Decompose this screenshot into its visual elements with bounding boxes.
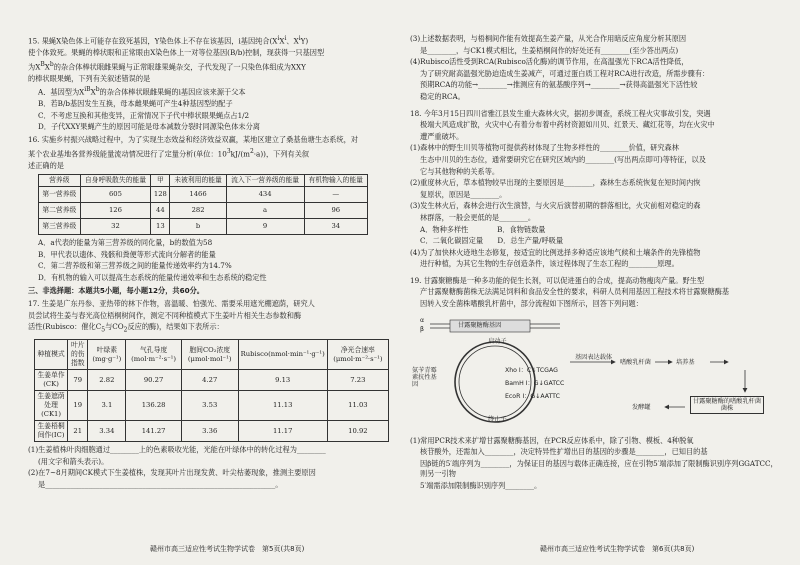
xhoi-site-label: Xho I：C↓TCGAG: [505, 366, 558, 374]
page-footer-left: 赣州市高三适应性考试生物学试卷 第5页(共8页): [150, 545, 305, 553]
expression-vector-label: 基因表达载体: [575, 353, 613, 361]
table-header-row: [35, 340, 389, 370]
table-row: [35, 370, 389, 391]
table-cell: 3.1: [88, 391, 126, 421]
q18-line: 18. 今年3月15日四川省雅江县发生重大森林火灾，据初步调查，系统工程火灾事故引发，突遇: [410, 108, 711, 118]
table-cell: 19: [68, 391, 88, 421]
table-cell: 2.82: [88, 370, 126, 391]
table-cell: 11.13: [238, 391, 327, 421]
table-cell: 第三营养级: [39, 219, 81, 235]
beta-label: β: [420, 325, 424, 333]
q18-line: 复原状，原因是________。: [420, 189, 507, 199]
table-header-row: [39, 175, 368, 187]
gene-label: 甘露聚糖酶基因: [458, 321, 502, 329]
q17-line: 17. 生姜是广东丹参、亚热带的林下作物，喜温暖、怕强光、需要采用遮光棚遮荫，研究人: [28, 299, 315, 309]
q19-subquestion: 因β链的5′端序列为________，为保证目的基因与载体正确连接，应在引物5′端添加了限制酶识别序列GGATCC，则另一引物: [420, 458, 778, 479]
question-15: [28, 34, 398, 133]
q17-subquestion: (1)生姜植株叶肉细胞通过________上的色素吸收光能，光能在叶绿体中的转化过程为________: [28, 445, 326, 455]
table-header-cell: 叶绿素(mg·g⁻¹): [88, 340, 126, 370]
table-cell: 生姜梧桐间作(IC): [35, 421, 68, 442]
q17-subquestion: (2)在7~8月期间CK模式下生姜植株，发现其叶片出现发黄、叶尖枯萎现象，推测主要原因: [28, 468, 316, 478]
table-cell: 605: [80, 187, 151, 203]
gene-engineering-diagram: [410, 312, 778, 432]
q18-line: 遭严重破坏。: [420, 131, 464, 141]
table-row: [39, 219, 368, 235]
table-cell: 44: [151, 203, 170, 219]
q15-line: 15. 果蝇X染色体上可能存在致死基因，Y染色体上不存在该基因，i基因纯合($X^iX^i$、$X^iY$): [28, 35, 309, 46]
table-cell: 7.23: [327, 370, 388, 391]
table-cell: 434: [226, 187, 304, 203]
table-cell: 126: [80, 203, 151, 219]
q16-option-b: B．甲代表以遗体、残骸和粪便等形式流向分解者的能量: [38, 249, 216, 259]
q17-subquestion: (用文字和箭头表示)。: [38, 456, 109, 466]
resistance-gene-label: 氨苄青霉素抗性基因: [412, 366, 437, 388]
table-cell: 第一营养级: [39, 187, 81, 203]
table-header-cell: 净光合速率(μmol·m⁻²·s⁻¹): [327, 340, 388, 370]
q16-option-c: C．第二营养级和第三营养级之间的能量传递效率约为14.7%: [38, 261, 232, 271]
table-cell: 9.13: [238, 370, 327, 391]
table-cell: 3.34: [88, 421, 126, 442]
table-cell: 141.27: [126, 421, 181, 442]
q17-subquestion: 是________________________________________________________________。: [38, 480, 283, 490]
q16-line: 16. 实施乡村振兴战略过程中，为了实现生态效益和经济效益双赢，某地区建立了桑基鱼塘生态系统，对: [28, 134, 358, 144]
planting-mode-table: [34, 339, 389, 442]
question-19: [410, 276, 778, 492]
table-cell: 1466: [170, 187, 226, 203]
question-17-continued: [410, 34, 778, 103]
q18-line: (4)为了加快林火迹地生态修复，按适宜的比例选择多种适应该地气候和土壤条件的先锋植物: [410, 247, 701, 257]
q15-option-b: B．若B/b基因发生互换，母本雌果蝇可产生4种基因型的配子: [38, 99, 233, 109]
table-cell: 282: [170, 203, 226, 219]
table-cell: 79: [68, 370, 88, 391]
q17-line: 是________，与CK1模式相比，生姜梧桐间作的好处还有________(至少答出两点): [420, 45, 679, 55]
q19-subquestion: (1)常用PCR技术来扩增甘露聚糖酶基因，在PCR反应体系中，除了引物、模板、4种脱氧: [410, 435, 694, 445]
q18-option-row: A．物种多样性 B．食物链数量: [420, 224, 546, 234]
left-page: [28, 34, 398, 492]
q17-line: 稳定的RCA。: [420, 91, 465, 101]
table-cell: 96: [304, 203, 367, 219]
table-cell: 10.92: [327, 421, 388, 442]
table-row: [35, 391, 389, 421]
question-16: [28, 135, 398, 284]
table-cell: 90.27: [126, 370, 181, 391]
q18-line: 极端大风造成扩散，火灾中心有着分布着中药材资源如川贝、红景天、藏红花等，均在火灾中: [420, 120, 715, 130]
q15-line: 使个体致死。果蝇的棒状眼和正常眼由X染色体上一对等位基因(B/b)控制，现获得一只基因型: [28, 47, 325, 57]
table-header-cell: 自身呼吸散失的能量: [80, 175, 151, 187]
right-page: [410, 34, 778, 493]
q17-line: 活性(Rubisco：催化$C_5$与$CO_2$反应的酶)，结果如下表所示：: [28, 322, 224, 334]
q15-line: 的棒状眼果蝇，下列有关叙述错误的是: [28, 73, 151, 83]
table-header-cell: 种植模式: [35, 340, 68, 370]
culture-medium-label: 培养基: [676, 358, 695, 366]
q16-line: 述正确的是: [28, 160, 64, 170]
table-header-cell: 叶片的伤指数: [68, 340, 88, 370]
table-header-cell: 甲: [151, 175, 170, 187]
diagram-drawing: [410, 312, 778, 432]
table-cell: 13: [151, 219, 170, 235]
q19-subquestion: 5′端需添加限制酶识别序列________。: [420, 481, 542, 491]
q18-line: 它与其他物种的关系等。: [420, 166, 500, 176]
q18-line: 进行种植，为其它生物的生存创造条件，该过程体现了生态工程的________原理。: [420, 259, 679, 269]
q17-line: 为了研究耐高温强光胁迫造成生姜减产，可通过蛋白质工程对RCA进行改造，所需步骤有：: [420, 68, 710, 78]
table-header-cell: 营养级: [39, 175, 81, 187]
q16-option-d: D．有机物的输入可以提高生态系统的能量传递效率和生态系统的稳定性: [38, 272, 267, 282]
q19-line: 19. 甘露聚糖酶是一种多功能的促生长剂，可以促进蛋白的合成，提高动物瘦肉产量。野生型: [410, 275, 705, 285]
bamhi-site-label: BamH I：G↓GATCC: [505, 379, 565, 387]
q18-option-row: C．二氧化碳固定量 D．总生产量/呼吸量: [420, 236, 564, 246]
q18-line: 林群落，一般会更低的是________。: [420, 212, 536, 222]
table-row: [35, 421, 389, 442]
section-heading: 三、非选择题：本题共5小题，每小题12分，共60分。: [28, 286, 204, 296]
table-cell: —: [304, 187, 367, 203]
q16-option-a: A．a代表的能量为第三营养级的同化量，b的数值为58: [38, 238, 213, 248]
q15-option-c: C．不考虑互换和其他变异，正常情况下子代中棒状眼果蝇点占1/2: [38, 110, 250, 120]
table-cell: 11.17: [238, 421, 327, 442]
q15-option-a: A．基因型为$X^{iB}X^b$的杂合体棒状眼雌果蝇的i基因应该来源于父本: [38, 86, 246, 97]
table-row: [39, 187, 368, 203]
energy-flow-table: [38, 174, 368, 235]
table-cell: 4.27: [181, 370, 238, 391]
q19-line: 产甘露聚糖酶菌株无法满足饲料和食品安全性的要求，科研人员利用基因工程技术将甘露聚糖酶基: [420, 287, 730, 297]
q19-line: 因转入安全菌株嗜酸乳杆菌中，部分流程如下图所示，回答下列问题：: [420, 299, 643, 309]
q18-line: (3)发生林火后，森林会进行次生演替，与火灾后演替初期的群落相比，火灾前相对稳定的森: [410, 201, 701, 211]
q18-line: (2)重度林火后，草本植物较早出现的主要原因是________，森林生态系统恢复在短时间内恢: [410, 178, 701, 188]
promoter-label: 启动子: [488, 337, 507, 345]
table-cell: 3.53: [181, 391, 238, 421]
page-footer-right: 赣州市高三适应性考试生物学试卷 第6页(共8页): [540, 545, 695, 553]
q18-line: (1)森林中的野生川贝等植物可提供药材体现了生物多样性的________价值，研究森林: [410, 143, 679, 153]
q18-line: 生态中川贝的生态位，通常要研究它在研究区域内的________(写出两点即可)等特征，以及: [420, 154, 706, 164]
table-cell: 128: [151, 187, 170, 203]
q16-line: 某个农业基地各营养级能量流动情况进行了定量分析(单位：$10^3kJ/(m^2\cdot a)$)，下列有关叙: [28, 147, 310, 158]
table-cell: 34: [304, 219, 367, 235]
q17-line: 员尝试将生姜与春光高位梧桐树间作，测定不同种植模式下生姜叶片相关生态参数和酶: [28, 310, 302, 320]
table-cell: 21: [68, 421, 88, 442]
q15-line: 为$X^BX^b$的杂合体棒状眼雌果蝇与正常眼雄果蝇杂交，子代发现了一只染色体组成为XXY: [28, 60, 306, 71]
table-header-cell: 胞间CO₂浓度(μmol·mol⁻¹): [181, 340, 238, 370]
table-header-cell: 流入下一营养级的能量: [226, 175, 304, 187]
question-17: [28, 299, 398, 491]
table-cell: 136.28: [126, 391, 181, 421]
table-cell: a: [226, 203, 304, 219]
table-cell: 生姜遮荫处理(CK1): [35, 391, 68, 421]
table-header-cell: 有机物输入的能量: [304, 175, 367, 187]
table-cell: 第二营养级: [39, 203, 81, 219]
q15-option-d: D．子代XXY果蝇产生的原因可能是母本减数分裂时同源染色体未分离: [38, 122, 260, 132]
table-cell: 11.03: [327, 391, 388, 421]
question-18: [410, 109, 778, 270]
table-cell: 3.36: [181, 421, 238, 442]
table-cell: 生姜单作(CK): [35, 370, 68, 391]
table-row: [39, 203, 368, 219]
table-cell: b: [170, 219, 226, 235]
ecori-site-label: EcoR I：G↓AATTC: [505, 392, 560, 400]
q17-line: (3)上述数据表明，与梧桐间作能有效提高生姜产量，从光合作用暗反应角度分析其原因: [410, 34, 687, 43]
product-strain-box: 甘露聚糖酶的嗜酸乳杆菌菌株: [690, 396, 764, 414]
q19-subquestion: 核苷酸外，还需加入________，决定特异性扩增出目的基因的步骤是________，已知目的基: [420, 447, 708, 457]
fermenter-label: 发酵罐: [632, 403, 651, 411]
table-header-cell: Rubisco(nmol·min⁻¹·g⁻¹): [238, 340, 327, 370]
table-cell: 32: [80, 219, 151, 235]
terminator-label: 终止子: [488, 415, 507, 423]
table-header-cell: 未被利用的能量: [170, 175, 226, 187]
host-cell-label: 嗜酸乳杆菌: [620, 358, 651, 366]
table-header-cell: 气孔导度(mol·m⁻²·s⁻¹): [126, 340, 181, 370]
q17-line: (4)Rubisco活性受到RCA(Rubisco活化酶)的调节作用，在高温强光下RCA活性降低，: [410, 57, 689, 67]
alpha-label: α: [420, 316, 425, 324]
q17-line: 预期RCA的功能→________→推测应有的氨基酸序列→________→获得高温强光下活性较: [420, 80, 698, 90]
table-cell: 9: [226, 219, 304, 235]
